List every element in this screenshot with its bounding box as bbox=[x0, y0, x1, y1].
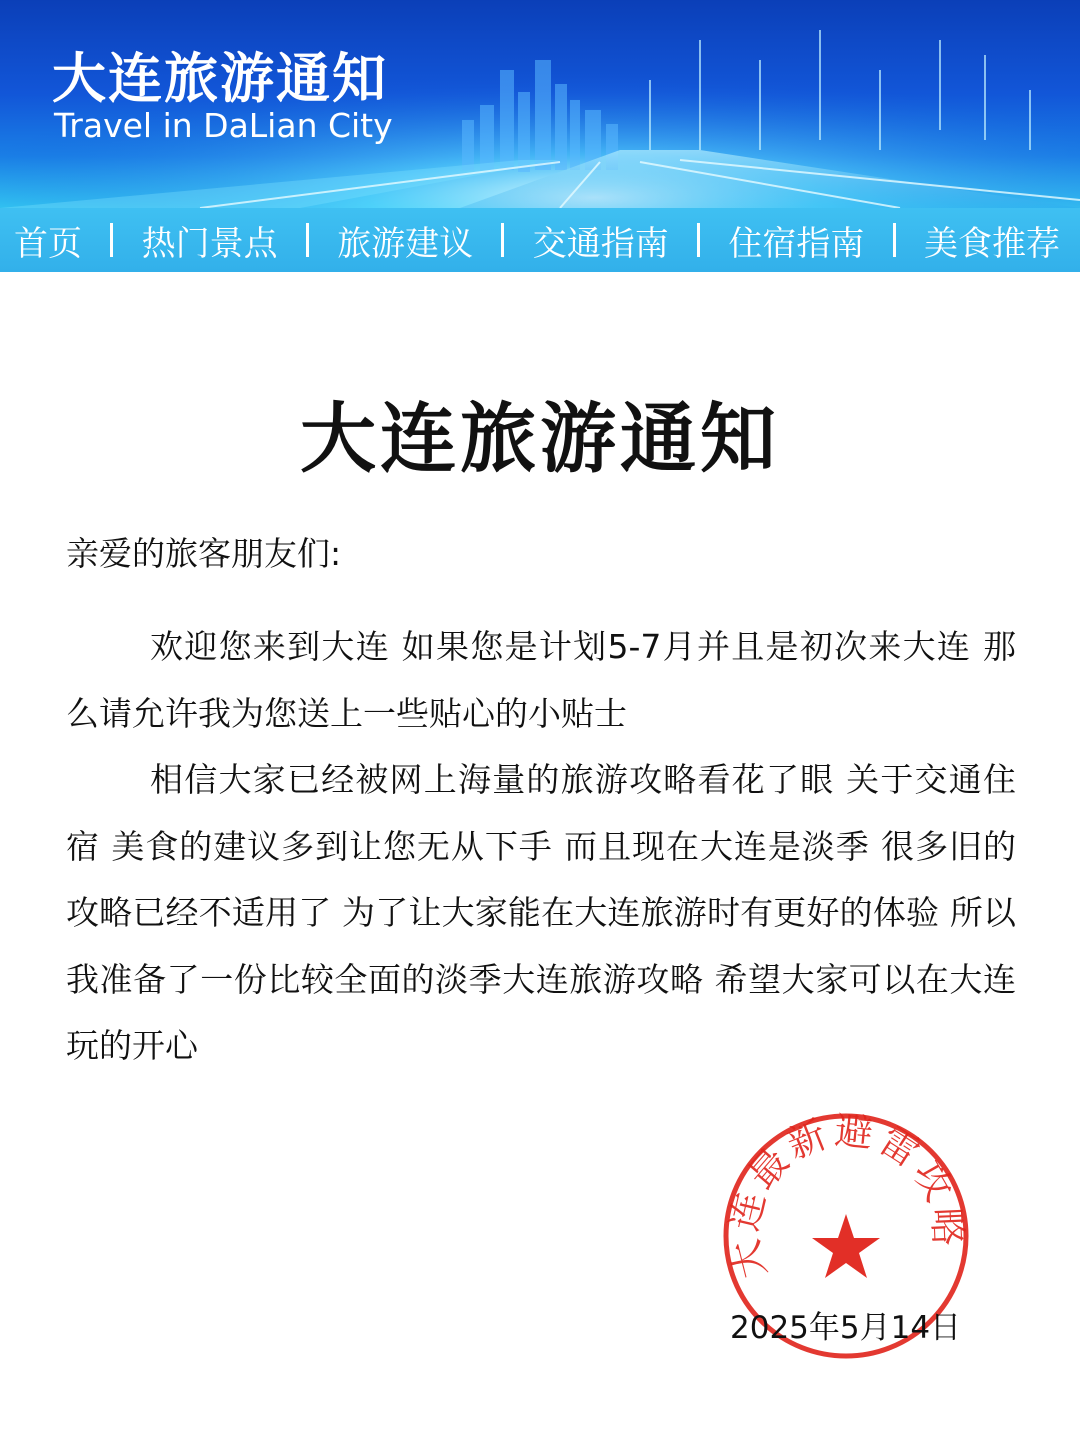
nav-separator bbox=[893, 223, 896, 257]
document-date: 2025年5月14日 bbox=[730, 1310, 962, 1346]
seal-star-icon bbox=[812, 1214, 880, 1278]
body-paragraph: 相信大家已经被网上海量的旅游攻略看花了眼 关于交通住宿 美食的建议多到让您无从下手 而且现在大连是淡季 很多旧的攻略已经不适用了 为了让大家能在大连旅游时有更好的体验 所以我准备了一份比较全面的淡季大连旅游攻略 希望大家可以在大连玩的开心 bbox=[66, 760, 1016, 1065]
nav-item-transport[interactable]: 交通指南 bbox=[532, 223, 669, 264]
body-paragraph: 欢迎您来到大连 如果您是计划5-7月并且是初次来大连 那么请允许我为您送上一些贴心的小贴士 bbox=[66, 627, 1016, 733]
header-banner bbox=[0, 0, 1080, 208]
document-title: 大连旅游通知 bbox=[300, 394, 780, 483]
salutation: 亲爱的旅客朋友们: bbox=[66, 534, 342, 573]
banner-subtitle: Travel in DaLian City bbox=[54, 106, 393, 145]
nav-item-travel-tips[interactable]: 旅游建议 bbox=[337, 223, 474, 264]
notice-body bbox=[66, 614, 1016, 1080]
nav-separator bbox=[501, 223, 504, 257]
banner-title: 大连旅游通知 bbox=[52, 47, 388, 110]
svg-text:大连最新避雷攻略: 大连最新避雷攻略 bbox=[721, 1110, 971, 1284]
nav-item-food[interactable]: 美食推荐 bbox=[923, 223, 1060, 264]
top-navigation bbox=[0, 208, 1080, 272]
nav-item-accommodation[interactable]: 住宿指南 bbox=[728, 223, 865, 264]
nav-item-home[interactable]: 首页 bbox=[14, 223, 82, 264]
nav-separator bbox=[110, 223, 113, 257]
nav-separator bbox=[697, 223, 700, 257]
nav-item-attractions[interactable]: 热门景点 bbox=[141, 223, 278, 264]
nav-separator bbox=[306, 223, 309, 257]
